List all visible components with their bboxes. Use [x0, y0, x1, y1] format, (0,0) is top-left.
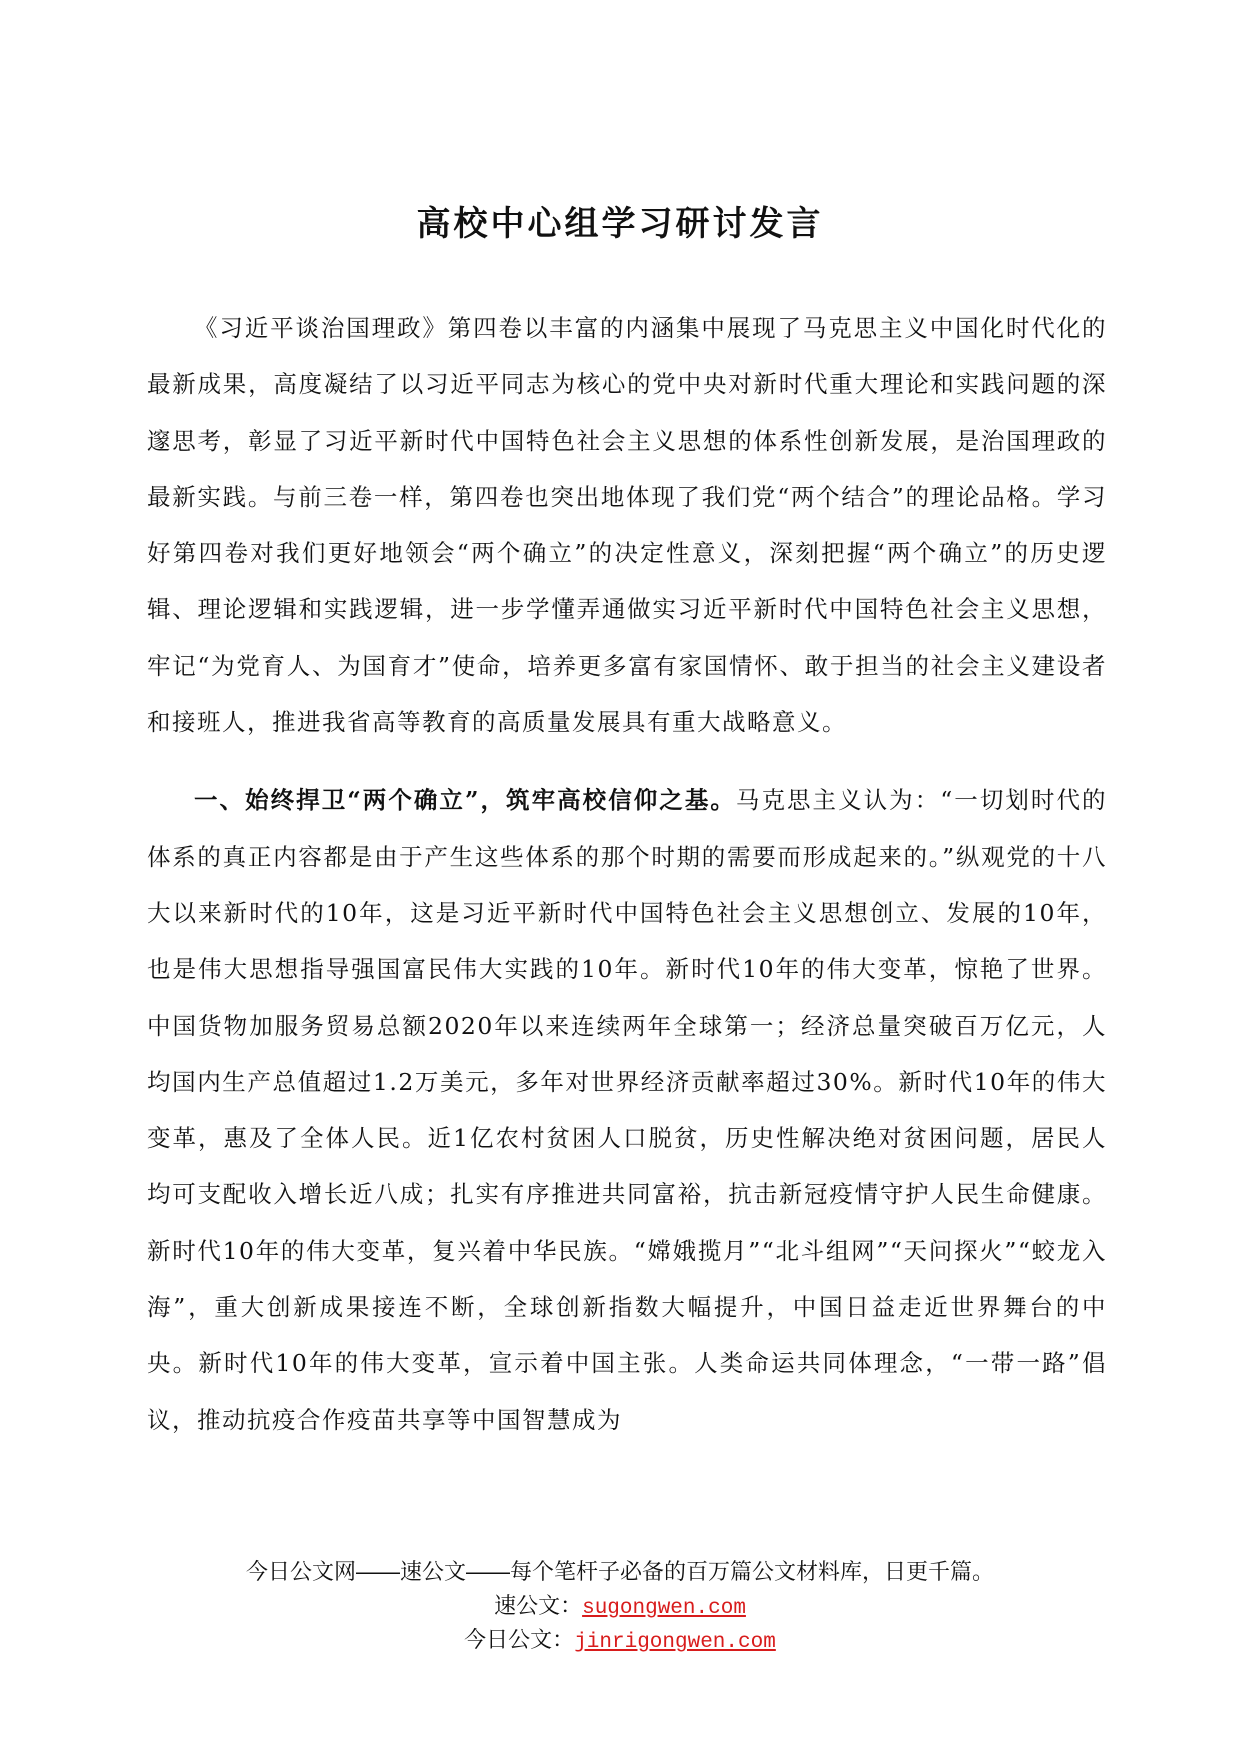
- document-body: [147, 300, 1107, 1448]
- footer-jinrigongwen-label: 今日公文：: [464, 1627, 575, 1652]
- paragraph-text: 《习近平谈治国理政》第四卷以丰富的内涵集中展现了马克思主义中国化时代化的最新成果，高度凝结了以习近平同志为核心的党中央对新时代重大理论和实践问题的深邃思考，彰显了习近平新时代中国特色社会主义思想的体系性创新发展，是治国理政的最新实践。与前三卷一样，第四卷也突出地体现了我们党“两个结合”的理论品格。学习好第四卷对我们更好地领会“两个确立”的决定性意义，深刻把握“两个确立”的历史逻辑、理论逻辑和实践逻辑，进一步学懂弄通做实习近平新时代中国特色社会主义思想，牢记“为党育人、为国育才”使命，培养更多富有家国情怀、敢于担当的社会主义建设者和接班人，推进我省高等教育的高质量发展具有重大战略意义。: [147, 314, 1107, 737]
- sugongwen-link[interactable]: sugongwen.com: [582, 1597, 746, 1620]
- footer-jinrigongwen-line: [0, 1623, 1240, 1657]
- page-title: 高校中心组学习研讨发言: [416, 204, 824, 244]
- paragraph-section-one: [147, 772, 1107, 1448]
- footer-banner: [0, 1555, 1240, 1657]
- paragraph-text: 马克思主义认为：“一切划时代的体系的真正内容都是由于产生这些体系的那个时期的需要而形成起来的。”纵观党的十八大以来新时代的10年，这是习近平新时代中国特色社会主义思想创立、发展的10年，也是伟大思想指导强国富民伟大实践的10年。新时代10年的伟大变革，惊艳了世界。中国货物加服务贸易总额2020年以来连续两年全球第一；经济总量突破百万亿元，人均国内生产总值超过1.2万美元，多年对世界经济贡献率超过30%。新时代10年的伟大变革，惠及了全体人民。近1亿农村贫困人口脱贫，历史性解决绝对贫困问题，居民人均可支配收入增长近八成；扎实有序推进共同富裕，抗击新冠疫情守护人民生命健康。新时代10年的伟大变革，复兴着中华民族。“嫦娥揽月”“北斗组网”“天问探火”“蛟龙入海”，重大创新成果接连不断，全球创新指数大幅提升，中国日益走近世界舞台的中央。新时代10年的伟大变革，宣示着中国主张。人类命运共同体理念，“一带一路”倡议，推动抗疫合作疫苗共享等中国智慧成为: [147, 786, 1107, 1434]
- footer-sugongwen-label: 速公文：: [494, 1593, 583, 1618]
- section-heading: 一、始终捍卫“两个确立”，筑牢高校信仰之基。: [194, 786, 736, 815]
- footer-slogan: 今日公文网——速公文——每个笔杆子必备的百万篇公文材料库，日更千篇。: [245, 1559, 994, 1584]
- jinrigongwen-link[interactable]: jinrigongwen.com: [574, 1631, 776, 1654]
- footer-sugongwen-line: [0, 1589, 1240, 1623]
- paragraph-intro: [147, 300, 1107, 750]
